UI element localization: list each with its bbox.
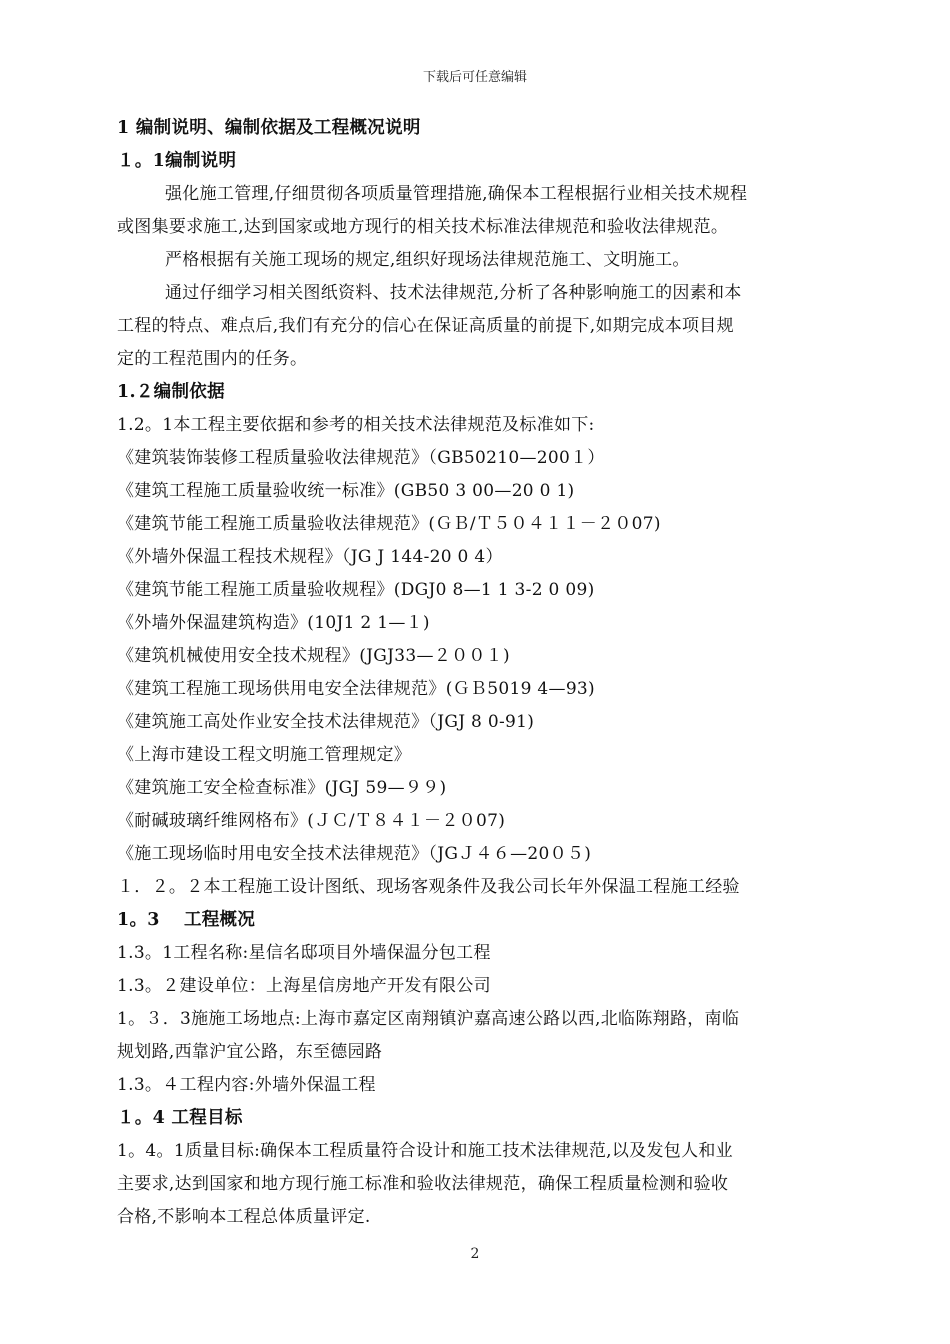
text-line: 《建筑工程施工现场供用电安全法律规范》(ＧＢ5019 4—93)	[117, 679, 595, 699]
section-heading: 1 编制说明、编制依据及工程概况说明	[117, 118, 421, 138]
text-line: 1。３．3施施工场地点:上海市嘉定区南翔镇沪嘉高速公路以西,北临陈翔路，南临	[117, 1009, 740, 1029]
text-line: 1.3。1工程名称:星信名邸项目外墙保温分包工程	[117, 943, 491, 963]
text-line: 《建筑机械使用安全技术规程》(JGJ33—２００１)	[117, 646, 510, 666]
text-line: 《外墙外保温工程技术规程》（JG J 144-20 0 4）	[117, 547, 503, 567]
text-line: 《建筑工程施工质量验收统一标准》(GB50 3 00—20 0 1)	[117, 481, 575, 501]
text-line: 《耐碱玻璃纤维网格布》(ＪＣ/Ｔ８４１－２０07)	[117, 811, 506, 831]
text-line: 《建筑节能工程施工质量验收规程》(DGJ0 8—1 1 3-2 0 09)	[117, 580, 595, 600]
text-line: 《上海市建设工程文明施工管理规定》	[117, 745, 412, 765]
text-line: 定的工程范围内的任务。	[117, 349, 308, 369]
page-header: 下载后可任意编辑	[422, 70, 527, 85]
text-line: 《建筑节能工程施工质量验收法律规范》(ＧＢ/Ｔ５０４１１－２０07)	[117, 514, 661, 534]
text-line: 《施工现场临时用电安全技术法律规范》（JGＪ４６—20０５)	[117, 844, 592, 864]
text-line: 《建筑装饰装修工程质量验收法律规范》（GB50210—200１）	[117, 448, 605, 468]
section-heading: １。1编制说明	[117, 151, 237, 171]
section-heading: 1。3 工程概况	[117, 910, 256, 930]
text-line: 1.2。1本工程主要依据和参考的相关技术法律规范及标准如下:	[117, 415, 595, 435]
text-line: 规划路,西靠沪宜公路，东至德园路	[117, 1042, 383, 1062]
document-body	[117, 112, 827, 1234]
page-number: 2	[470, 1246, 480, 1262]
text-line: 《建筑施工安全检查标准》(JGJ 59—９９)	[117, 778, 447, 798]
text-line: 1.3。４工程内容:外墙外保温工程	[117, 1075, 376, 1095]
text-line: 主要求,达到国家和地方现行施工标准和验收法律规范，确保工程质量检测和验收	[117, 1174, 729, 1194]
text-line: 或图集要求施工,达到国家或地方现行的相关技术标准法律规范和验收法律规范。	[117, 217, 729, 237]
text-line: 通过仔细学习相关图纸资料、技术法律规范,分析了各种影响施工的因素和本	[165, 283, 742, 303]
text-line: 《建筑施工高处作业安全技术法律规范》（JGJ 8 0-91)	[117, 712, 535, 732]
text-line: 强化施工管理,仔细贯彻各项质量管理措施,确保本工程根据行业相关技术规程	[165, 184, 748, 204]
section-heading: １。4 工程目标	[117, 1108, 243, 1128]
text-line: 1。4。1质量目标:确保本工程质量符合设计和施工技术法律规范,以及发包人和业	[117, 1141, 733, 1161]
section-heading: 1.２编制依据	[117, 382, 225, 402]
text-line: 严格根据有关施工现场的规定,组织好现场法律规范施工、文明施工。	[165, 250, 690, 270]
text-line: 合格,不影响本工程总体质量评定.	[117, 1207, 371, 1227]
text-line: 1.3。２建设单位：上海星信房地产开发有限公司	[117, 976, 491, 996]
text-line: 《外墙外保温建筑构造》(10J1 2 1—１)	[117, 613, 430, 633]
text-line: 工程的特点、难点后,我们有充分的信心在保证高质量的前提下,如期完成本项目规	[117, 316, 734, 336]
text-line: １．２。２本工程施工设计图纸、现场客观条件及我公司长年外保温工程施工经验	[117, 877, 740, 897]
